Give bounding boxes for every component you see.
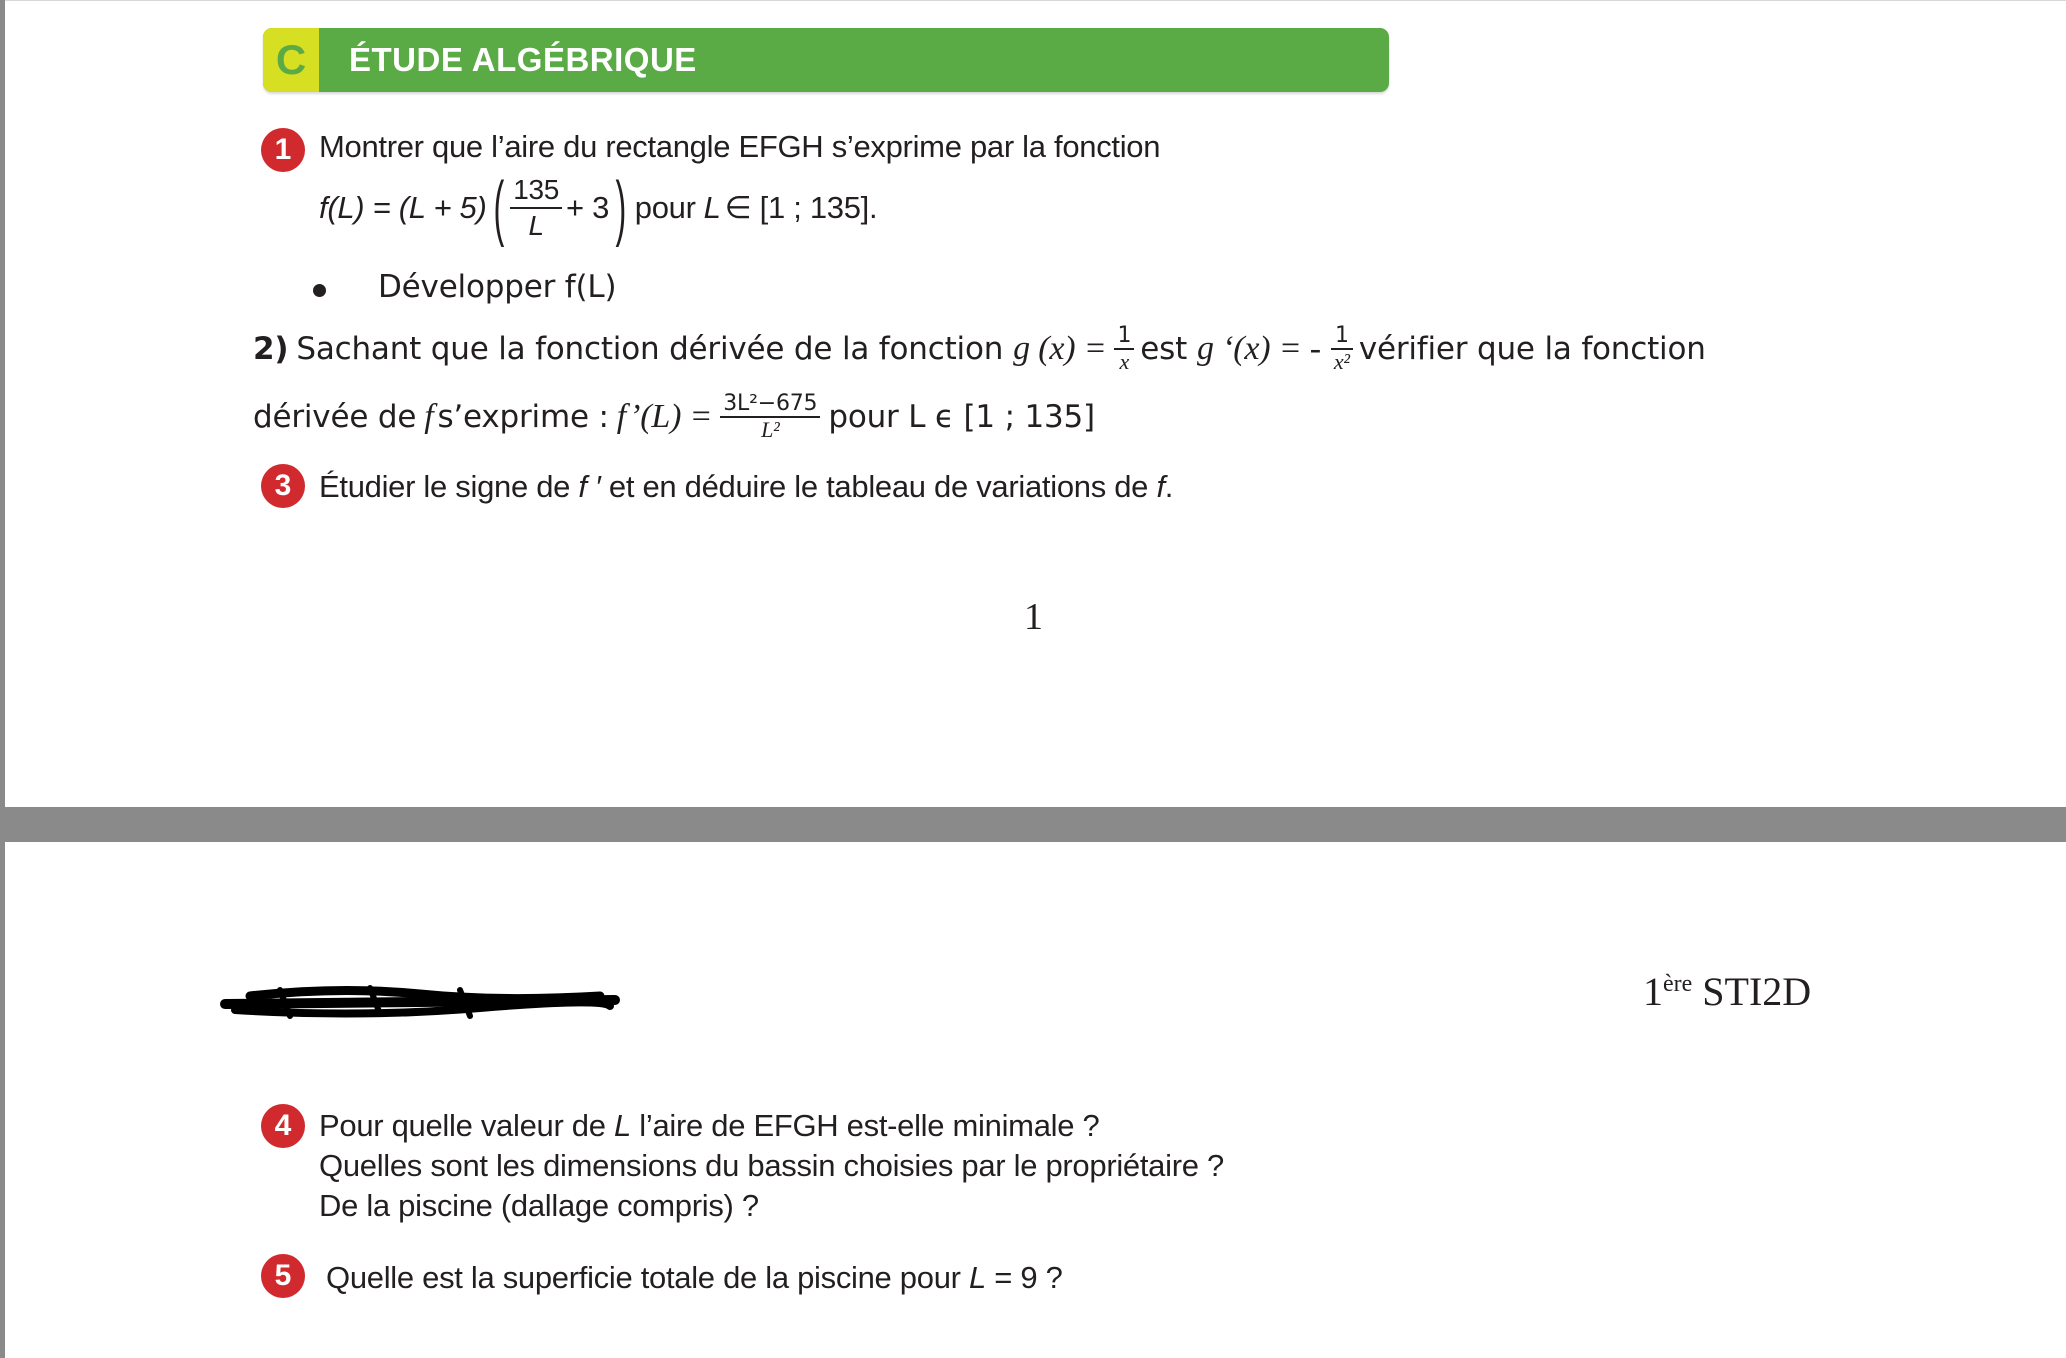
left-paren: ( <box>493 168 504 248</box>
formula-domain: ∈ [1 ; 135]. <box>724 190 878 225</box>
formula-fraction: $\frac{135}{L}$ <box>510 173 562 243</box>
question-number-1: 1 <box>261 128 305 172</box>
question-2-line-2: dérivée de f s’exprime : f’(L) = $\frac{\text{3L²−675}}{\text{L²}}$ pour L ϵ [1 ; 135] <box>253 391 1095 442</box>
formula-lhs: f(L) = (L + 5) <box>319 190 487 225</box>
fraction-1-over-x: $\frac{1}{x}$ <box>1114 324 1134 374</box>
class-label: 1ère STI2D <box>1643 969 1812 1014</box>
document-page-2 <box>5 842 2066 1358</box>
derivative-fraction: $\frac{\text{3L²−675}}{\text{L²}}$ <box>720 392 820 442</box>
section-letter: C <box>263 28 319 92</box>
question-number-5: 5 <box>261 1254 305 1298</box>
question-1-formula <box>319 163 877 253</box>
formula-pour: pour <box>634 190 696 225</box>
right-paren: ) <box>615 168 627 248</box>
question-number-3: 3 <box>261 464 305 508</box>
question-4-line-3: De la piscine (dallage compris) ? <box>319 1188 759 1223</box>
question-number-4: 4 <box>261 1104 305 1148</box>
fraction-1-over-x-squared: $\frac{1}{\text{x²}}$ <box>1331 324 1353 374</box>
redacted-school-name <box>220 982 620 1022</box>
question-3-text: Étudier le signe de f ′ et en déduire le tableau de variations de f. <box>319 469 1174 504</box>
page-number: 1 <box>1024 596 1043 638</box>
formula-domain-var: L <box>703 190 721 225</box>
question-4-line-1: Pour quelle valeur de L l’aire de EFGH est-elle minimale ? <box>319 1108 1100 1143</box>
bullet-dot <box>313 284 326 297</box>
bullet-develop-text: Développer f(L) <box>378 269 617 305</box>
g-of-x: g (x) = <box>1013 330 1107 367</box>
question-2-label: 2) <box>253 331 289 367</box>
document-page-1 <box>5 0 2066 807</box>
question-4-line-2: Quelles sont les dimensions du bassin choisies par le propriétaire ? <box>319 1148 1224 1183</box>
question-1-text: Montrer que l’aire du rectangle EFGH s’exprime par la fonction <box>319 129 1161 164</box>
g-prime-of-x: g ‘(x) = - <box>1197 330 1321 367</box>
formula-plus3: + 3 <box>566 190 610 225</box>
section-title: ÉTUDE ALGÉBRIQUE <box>349 41 697 78</box>
question-5-text: Quelle est la superficie totale de la piscine pour L = 9 ? <box>326 1260 1063 1295</box>
f-prime-of-l: f’(L) = <box>616 398 713 435</box>
question-2-line-1: 2) Sachant que la fonction dérivée de la fonction g (x) = $\frac{1}{x}$ est g ‘(x) = - $\frac{1}{\text{x²}}$ vérifier que la fonction <box>253 323 1706 374</box>
section-header-bar <box>263 28 1389 92</box>
